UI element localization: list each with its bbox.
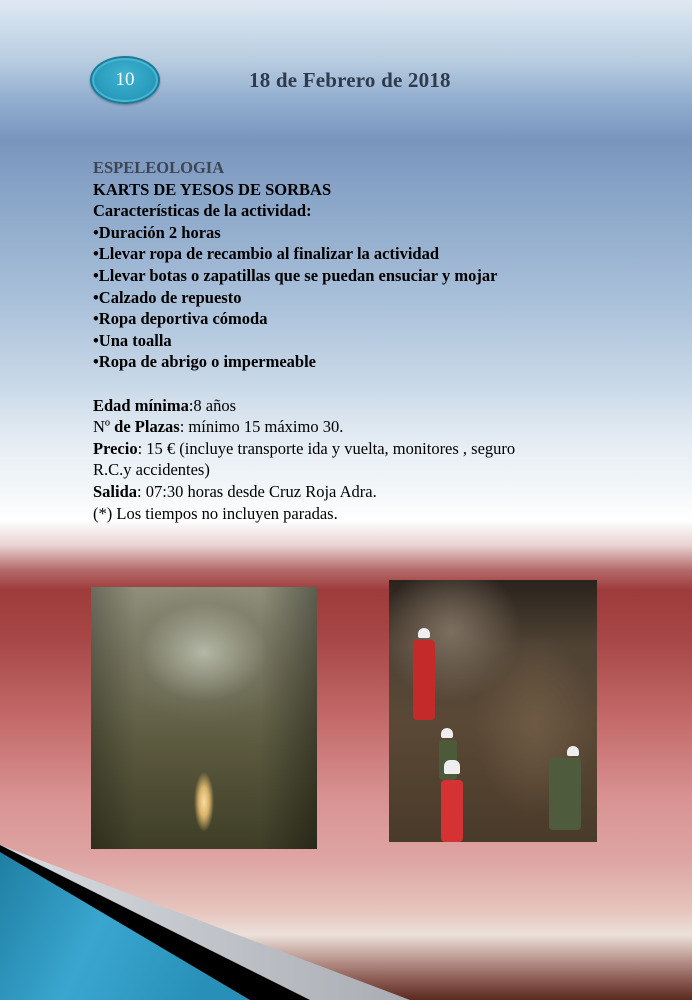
feature-item: •Ropa deportiva cómoda	[93, 309, 268, 329]
page-number: 10	[115, 69, 135, 90]
activity-category: ESPELEOLOGIA	[93, 158, 225, 177]
gray-band	[0, 845, 410, 1000]
page-number-badge	[90, 56, 160, 104]
feature-item: •Calzado de repuesto	[93, 287, 242, 307]
cavers-photo	[389, 580, 597, 842]
places-value: : mínimo 15 máximo 30.	[179, 417, 344, 437]
min-age-row	[93, 395, 633, 417]
places-prefix: Nº	[93, 417, 115, 437]
min-age-label: Edad mínima	[93, 395, 189, 415]
places-row	[93, 416, 633, 438]
time-note: (*) Los tiempos no incluyen paradas.	[93, 503, 338, 523]
blue-band	[0, 852, 250, 1000]
feature-item: •Llevar ropa de recambio al finalizar la actividad	[93, 244, 440, 264]
places-label: de Plazas	[114, 417, 180, 437]
feature-item: •Ropa de abrigo o impermeable	[93, 352, 317, 372]
cave-wall-photo	[91, 587, 317, 849]
price-label: Precio	[93, 438, 138, 458]
departure-label: Salida	[93, 481, 138, 501]
black-band	[0, 845, 310, 1000]
feature-item: •Una toalla	[93, 330, 172, 350]
activity-content	[93, 157, 633, 524]
price-value: : 15 € (incluye transporte ida y vuelta, monitores , seguro	[137, 438, 516, 458]
departure-row	[93, 481, 633, 503]
min-age-value: :8 años	[188, 395, 237, 415]
feature-item: •Llevar botas o zapatillas que se puedan ensuciar y mojar	[93, 265, 498, 285]
event-date: 18 de Febrero de 2018	[249, 68, 451, 92]
price-row	[93, 438, 633, 460]
feature-item: •Duración 2 horas	[93, 222, 221, 242]
activity-title: KARTS DE YESOS DE SORBAS	[93, 179, 332, 199]
departure-value: : 07:30 horas desde Cruz Roja Adra.	[137, 481, 377, 501]
price-row-cont: R.C.y accidentes)	[93, 460, 210, 480]
features-heading: Características de la actividad:	[93, 201, 312, 221]
